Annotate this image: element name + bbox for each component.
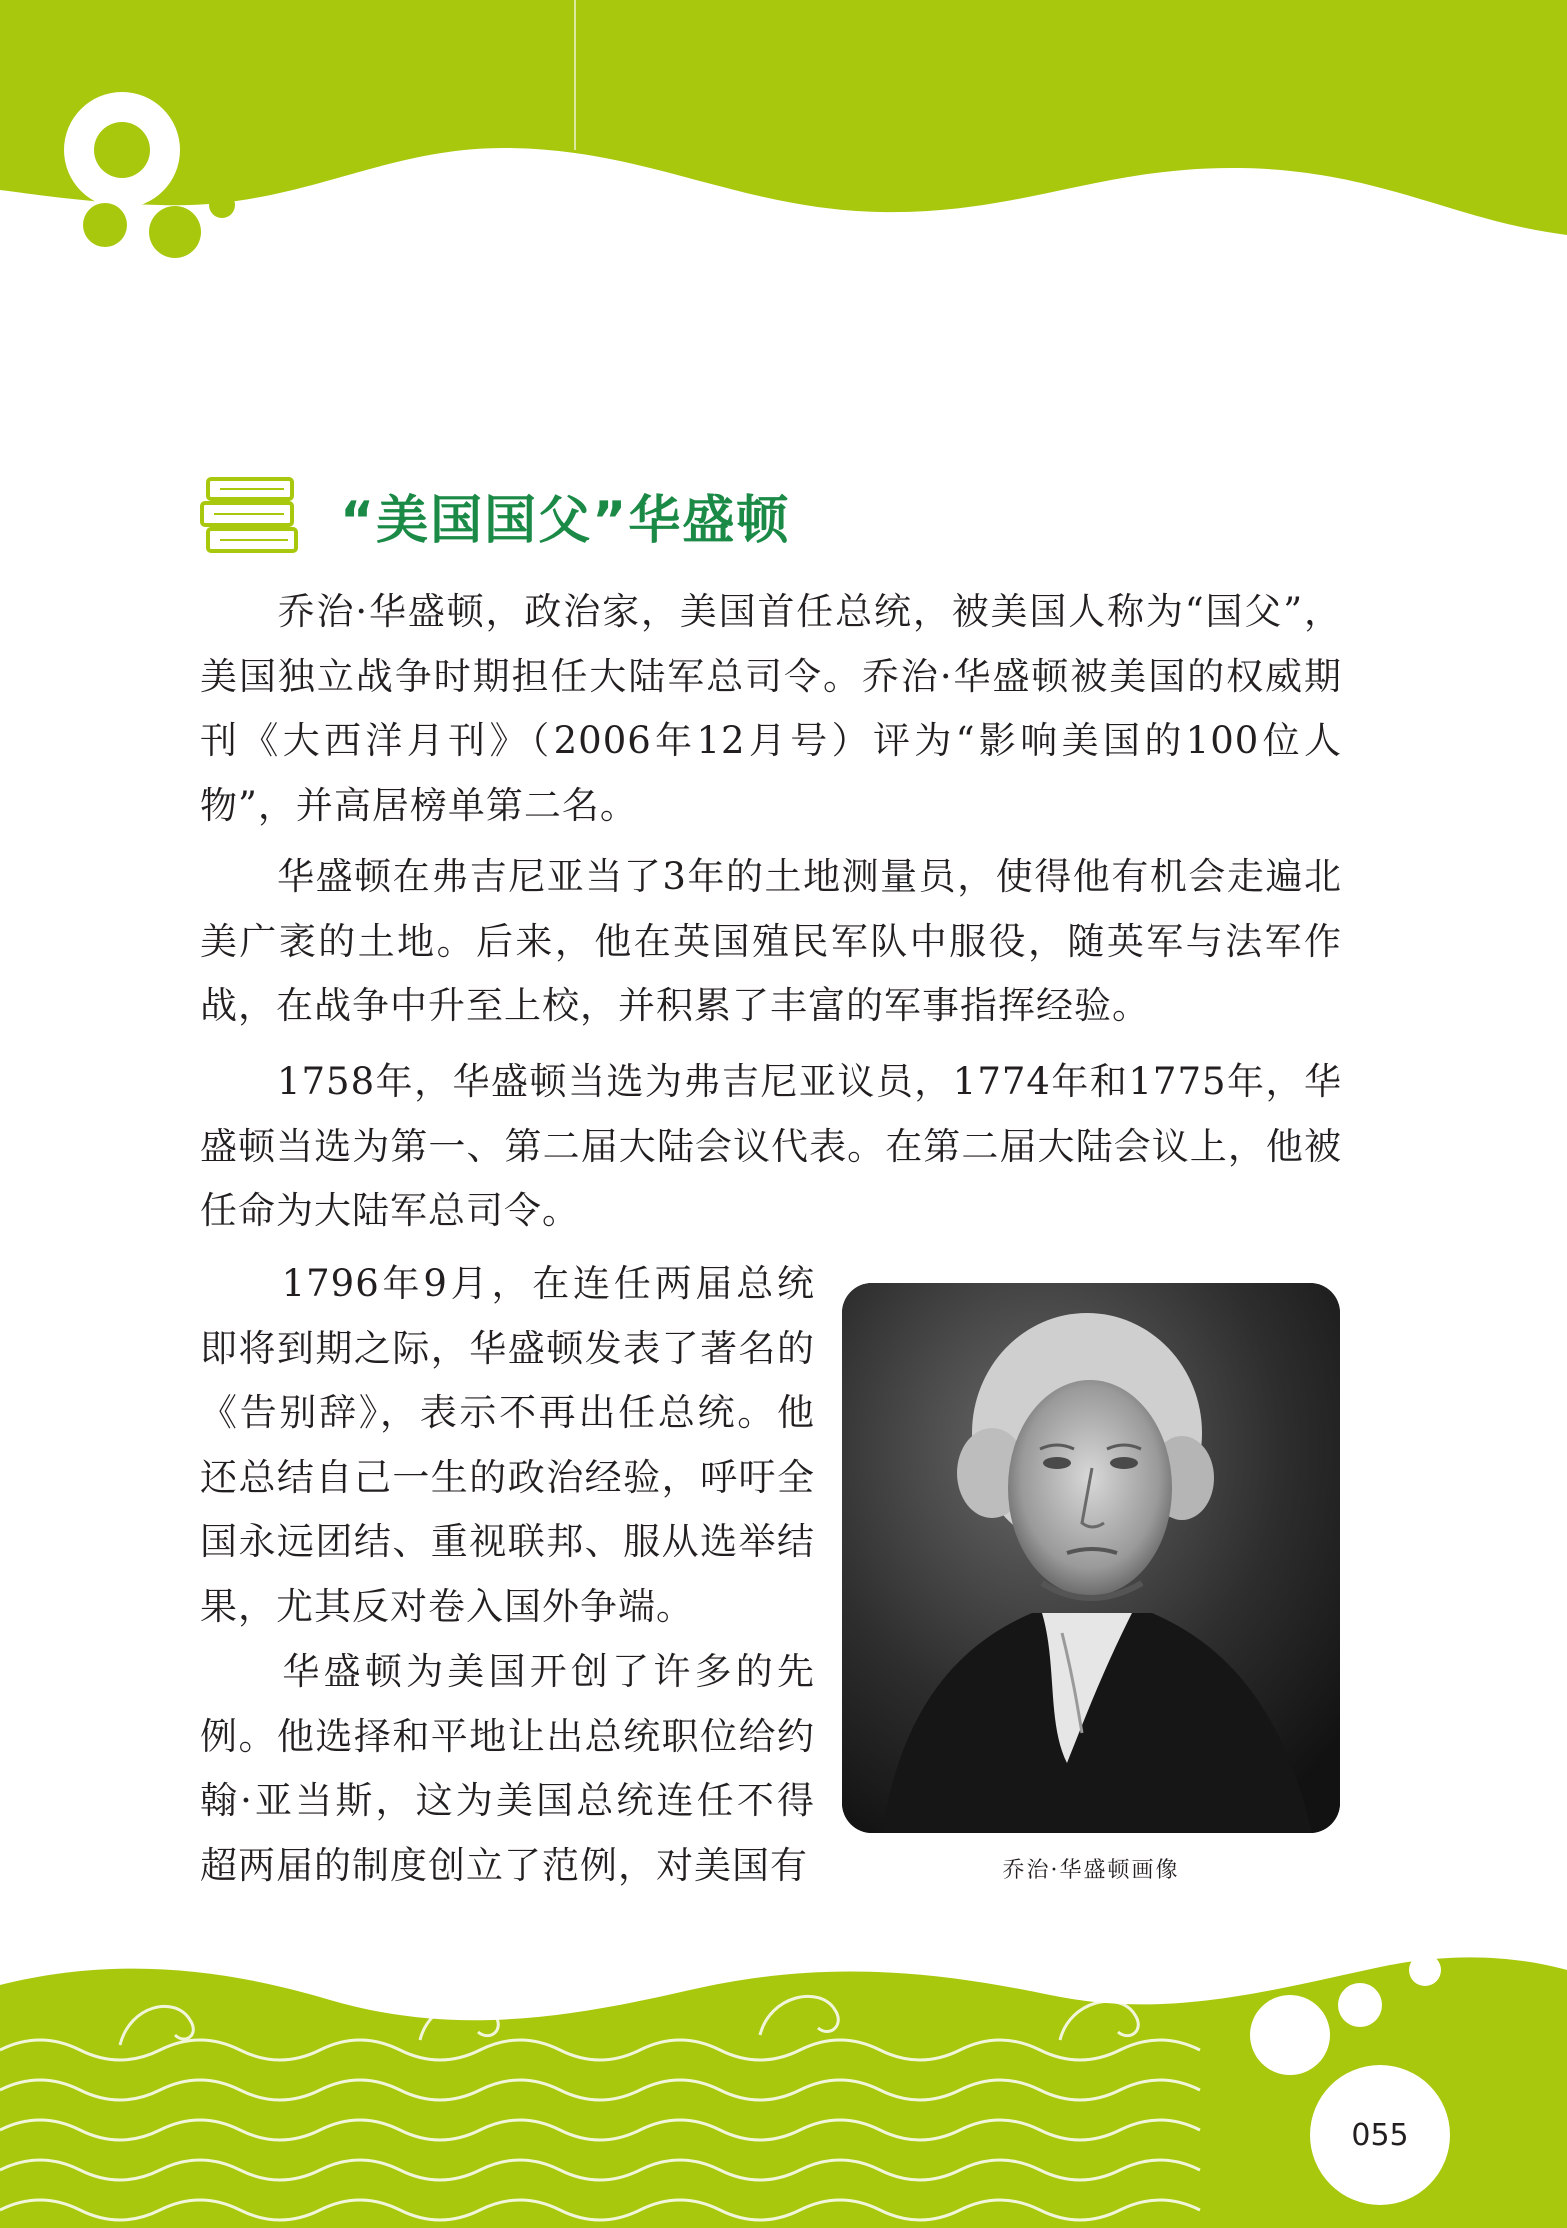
paragraph-2: 华盛顿在弗吉尼亚当了3年的土地测量员，使得他有机会走遍北美广袤的土地。后来，他在英国殖民军队中服役，随英军与法军作战，在战争中升至上校，并积累了丰富的军事指挥经验。 <box>200 855 1342 1027</box>
page-number-badge <box>1310 2065 1450 2205</box>
paragraph-1: 乔治·华盛顿，政治家，美国首任总统，被美国人称为“国父”，美国独立战争时期担任大陆军总司令。乔治·华盛顿被美国的权威期刊《大西洋月刊》（2006年12月号）评为“影响美国的100位人物”，并高居榜单第二名。 <box>200 590 1342 827</box>
figure-caption: 乔治·华盛顿画像 <box>1002 1858 1180 1883</box>
washington-portrait <box>842 1283 1340 1833</box>
section-title: “美国国父”华盛顿 <box>340 490 791 551</box>
top-circles-decoration <box>0 0 1567 300</box>
portrait-illustration <box>842 1283 1340 1833</box>
paragraph-3: 1758年，华盛顿当选为弗吉尼亚议员，1774年和1775年，华盛顿当选为第一、第二届大陆会议代表。在第二届大陆会议上，他被任命为大陆军总司令。 <box>200 1060 1342 1232</box>
paragraph-5: 华盛顿为美国开创了许多的先例。他选择和平地让出总统职位给约翰·亚当斯，这为美国总统连任不得超两届的制度创立了范例，对美国有 <box>200 1650 815 1887</box>
page-number: 055 <box>1351 2117 1409 2153</box>
paragraph-4: 1796年9月，在连任两届总统即将到期之际，华盛顿发表了著名的《告别辞》，表示不再出任总统。他还总结自己一生的政治经验，呼吁全国永远团结、重视联邦、服从选举结果，尤其反对卷入国外争端。 <box>200 1262 815 1628</box>
book-stack-icon <box>200 475 300 555</box>
section-heading <box>200 470 790 560</box>
